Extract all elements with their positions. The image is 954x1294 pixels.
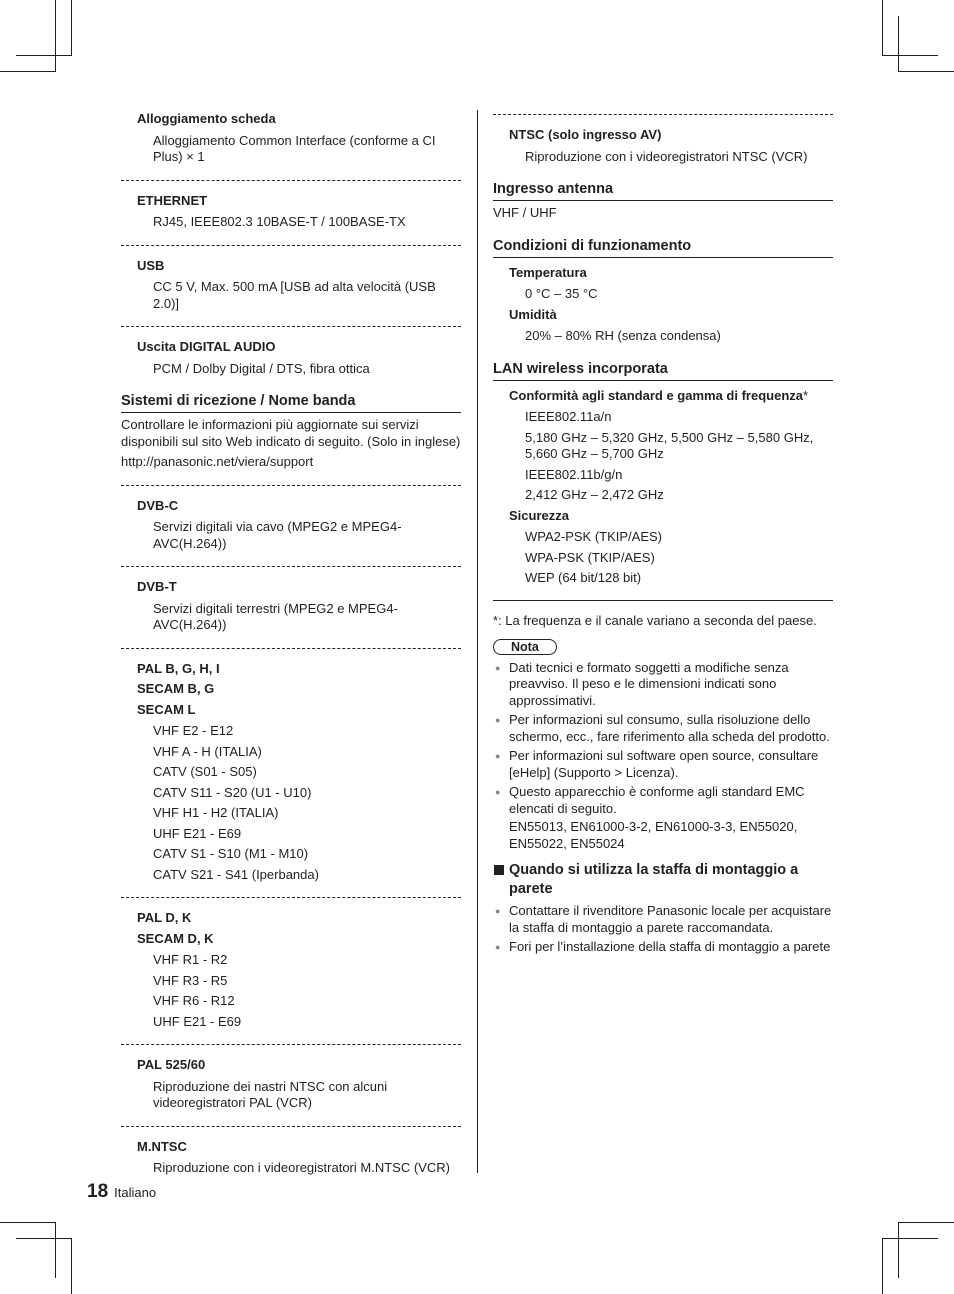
nota-badge: Nota bbox=[493, 639, 557, 655]
crop-mark bbox=[71, 0, 72, 56]
dashed-divider bbox=[121, 648, 461, 649]
spec-value: Riproduzione con i videoregistratori M.NTSC (VCR) bbox=[153, 1160, 450, 1175]
spec-value: Riproduzione dei nastri NTSC con alcuni videoregistratori PAL (VCR) bbox=[153, 1078, 388, 1110]
crop-mark bbox=[882, 0, 883, 56]
crop-mark bbox=[882, 1238, 938, 1239]
band-value: VHF E2 - E12 bbox=[153, 723, 234, 738]
band-value: CATV S1 - S10 (M1 - M10) bbox=[153, 846, 309, 861]
spec-title: Sicurezza bbox=[509, 507, 569, 523]
spec-title: Temperatura bbox=[509, 264, 587, 280]
dashed-divider bbox=[121, 326, 461, 327]
spec-title: PAL D, K bbox=[137, 910, 192, 925]
spec-value: 20% – 80% RH (senza condensa) bbox=[525, 328, 721, 343]
nota-list bbox=[493, 660, 833, 853]
section-heading: Sistemi di ricezione / Nome banda bbox=[121, 393, 461, 413]
spec-title: SECAM L bbox=[137, 701, 196, 717]
band-value: CATV S11 - S20 (U1 - U10) bbox=[153, 784, 312, 800]
dashed-divider bbox=[121, 180, 461, 181]
crop-mark bbox=[55, 0, 56, 72]
spec-value: CC 5 V, Max. 500 mA [USB ad alta velocità (USB 2.0)] bbox=[153, 279, 436, 311]
spec-title-text: Conformità agli standard e gamma di frequenza bbox=[509, 387, 803, 403]
crop-mark bbox=[16, 1238, 72, 1239]
nota-item: ● Per informazioni sul software open source, consultare [eHelp] (Supporto > Licenza). bbox=[493, 748, 833, 781]
spec-value: 2,412 GHz – 2,472 GHz bbox=[525, 487, 664, 502]
spec-value: 5,180 GHz – 5,320 GHz, 5,500 GHz – 5,580 GHz, 5,660 GHz – 5,700 GHz bbox=[525, 429, 814, 461]
left-column bbox=[121, 104, 461, 1177]
spec-title bbox=[493, 388, 833, 405]
spec-title: NTSC (solo ingresso AV) bbox=[509, 127, 662, 142]
right-column bbox=[493, 104, 833, 956]
band-value: VHF A - H (ITALIA) bbox=[153, 743, 262, 759]
spec-value: Servizi digitali terrestri (MPEG2 e MPEG4-AVC(H.264)) bbox=[153, 600, 398, 632]
crop-mark bbox=[0, 1222, 56, 1223]
crop-mark bbox=[71, 1238, 72, 1294]
square-bullet-icon bbox=[494, 865, 504, 875]
spec-value: PCM / Dolby Digital / DTS, fibra ottica bbox=[153, 360, 370, 376]
nota-item: ● Questo apparecchio è conforme agli standard EMC elencati di seguito. bbox=[493, 784, 833, 817]
staffa-item: ● Fori per l’installazione della staffa di montaggio a parete bbox=[493, 939, 833, 956]
spec-title: USB bbox=[137, 257, 165, 273]
section-body: Controllare le informazioni più aggiornate sui servizi disponibili sul sito Web indicato di seguito. (Solo in inglese) bbox=[121, 417, 461, 449]
crop-mark bbox=[882, 55, 938, 56]
page-number: 18 bbox=[87, 1181, 109, 1202]
crop-mark bbox=[55, 1222, 56, 1278]
page-language: Italiano bbox=[114, 1185, 157, 1200]
spec-title: ETHERNET bbox=[137, 192, 208, 208]
spec-value: WEP (64 bit/128 bit) bbox=[525, 570, 642, 585]
staffa-item: ● Contattare il rivenditore Panasonic locale per acquistare la staffa di montaggio a parete raccomandata. bbox=[493, 903, 833, 936]
footnote-mark: * bbox=[803, 387, 809, 403]
nota-item: ● Per informazioni sul consumo, sulla risoluzione dello schermo, ecc., fare riferimento alla scheda del prodotto. bbox=[493, 712, 833, 745]
dashed-divider bbox=[493, 114, 833, 115]
crop-mark bbox=[898, 16, 899, 72]
spec-title: PAL 525/60 bbox=[137, 1057, 206, 1072]
staffa-heading-text: Quando si utilizza la staffa di montaggio a parete bbox=[509, 862, 799, 897]
spec-title: SECAM B, G bbox=[137, 681, 215, 696]
spec-value: IEEE802.11a/n bbox=[525, 409, 612, 424]
spec-value: Alloggiamento Common Interface (conforme a CI Plus) × 1 bbox=[153, 132, 436, 164]
column-divider bbox=[477, 110, 478, 1173]
section-heading: LAN wireless incorporata bbox=[493, 361, 833, 381]
footnote: *: La frequenza e il canale variano a seconda del paese. bbox=[493, 612, 817, 628]
band-value: VHF R6 - R12 bbox=[153, 993, 235, 1008]
band-value: UHF E21 - E69 bbox=[153, 1013, 242, 1029]
spec-value: 0 °C – 35 °C bbox=[525, 286, 598, 301]
crop-mark bbox=[0, 71, 56, 72]
staffa-heading bbox=[493, 861, 833, 899]
dashed-divider bbox=[121, 566, 461, 567]
dashed-divider bbox=[121, 1126, 461, 1127]
section-body: VHF / UHF bbox=[493, 205, 557, 220]
crop-mark bbox=[16, 55, 72, 56]
spec-title: PAL B, G, H, I bbox=[137, 660, 220, 676]
dashed-divider bbox=[121, 245, 461, 246]
crop-mark bbox=[882, 1238, 883, 1294]
nota-item: ● Dati tecnici e formato soggetti a modifiche senza preavviso. Il peso e le dimensioni indicati sono approssimativi. bbox=[493, 660, 833, 710]
spec-value: WPA-PSK (TKIP/AES) bbox=[525, 549, 655, 565]
spec-value: IEEE802.11b/g/n bbox=[525, 466, 623, 482]
spec-title: M.NTSC bbox=[137, 1138, 187, 1154]
spec-title: Umidità bbox=[509, 306, 557, 322]
band-value: VHF H1 - H2 (ITALIA) bbox=[153, 805, 279, 820]
spec-title: SECAM D, K bbox=[137, 930, 214, 946]
band-value: CATV S21 - S41 (Iperbanda) bbox=[153, 866, 319, 882]
band-value: UHF E21 - E69 bbox=[153, 825, 242, 841]
crop-mark bbox=[898, 1222, 899, 1278]
spec-title: DVB-T bbox=[137, 579, 177, 594]
dashed-divider bbox=[121, 485, 461, 486]
dashed-divider bbox=[121, 1044, 461, 1045]
band-value: CATV (S01 - S05) bbox=[153, 764, 257, 779]
emc-standards: EN55013, EN61000-3-2, EN61000-3-3, EN55020, EN55022, EN55024 bbox=[509, 819, 798, 851]
section-heading: Condizioni di funzionamento bbox=[493, 238, 833, 258]
spec-title: DVB-C bbox=[137, 497, 179, 513]
support-url: http://panasonic.net/viera/support bbox=[121, 454, 314, 469]
staffa-list bbox=[493, 903, 833, 956]
page-footer bbox=[87, 1181, 157, 1202]
spec-value: WPA2-PSK (TKIP/AES) bbox=[525, 529, 663, 544]
spec-value: Riproduzione con i videoregistratori NTSC (VCR) bbox=[525, 148, 808, 164]
band-value: VHF R3 - R5 bbox=[153, 972, 228, 988]
band-value: VHF R1 - R2 bbox=[153, 952, 228, 967]
dashed-divider bbox=[121, 897, 461, 898]
solid-divider bbox=[493, 600, 833, 601]
crop-mark bbox=[898, 71, 954, 72]
spec-value: Servizi digitali via cavo (MPEG2 e MPEG4-AVC(H.264)) bbox=[153, 519, 402, 551]
spec-value: RJ45, IEEE802.3 10BASE-T / 100BASE-TX bbox=[153, 214, 406, 229]
spec-title: Uscita DIGITAL AUDIO bbox=[137, 339, 276, 354]
spec-title: Alloggiamento scheda bbox=[137, 111, 276, 126]
section-heading: Ingresso antenna bbox=[493, 181, 833, 201]
crop-mark bbox=[898, 1222, 954, 1223]
